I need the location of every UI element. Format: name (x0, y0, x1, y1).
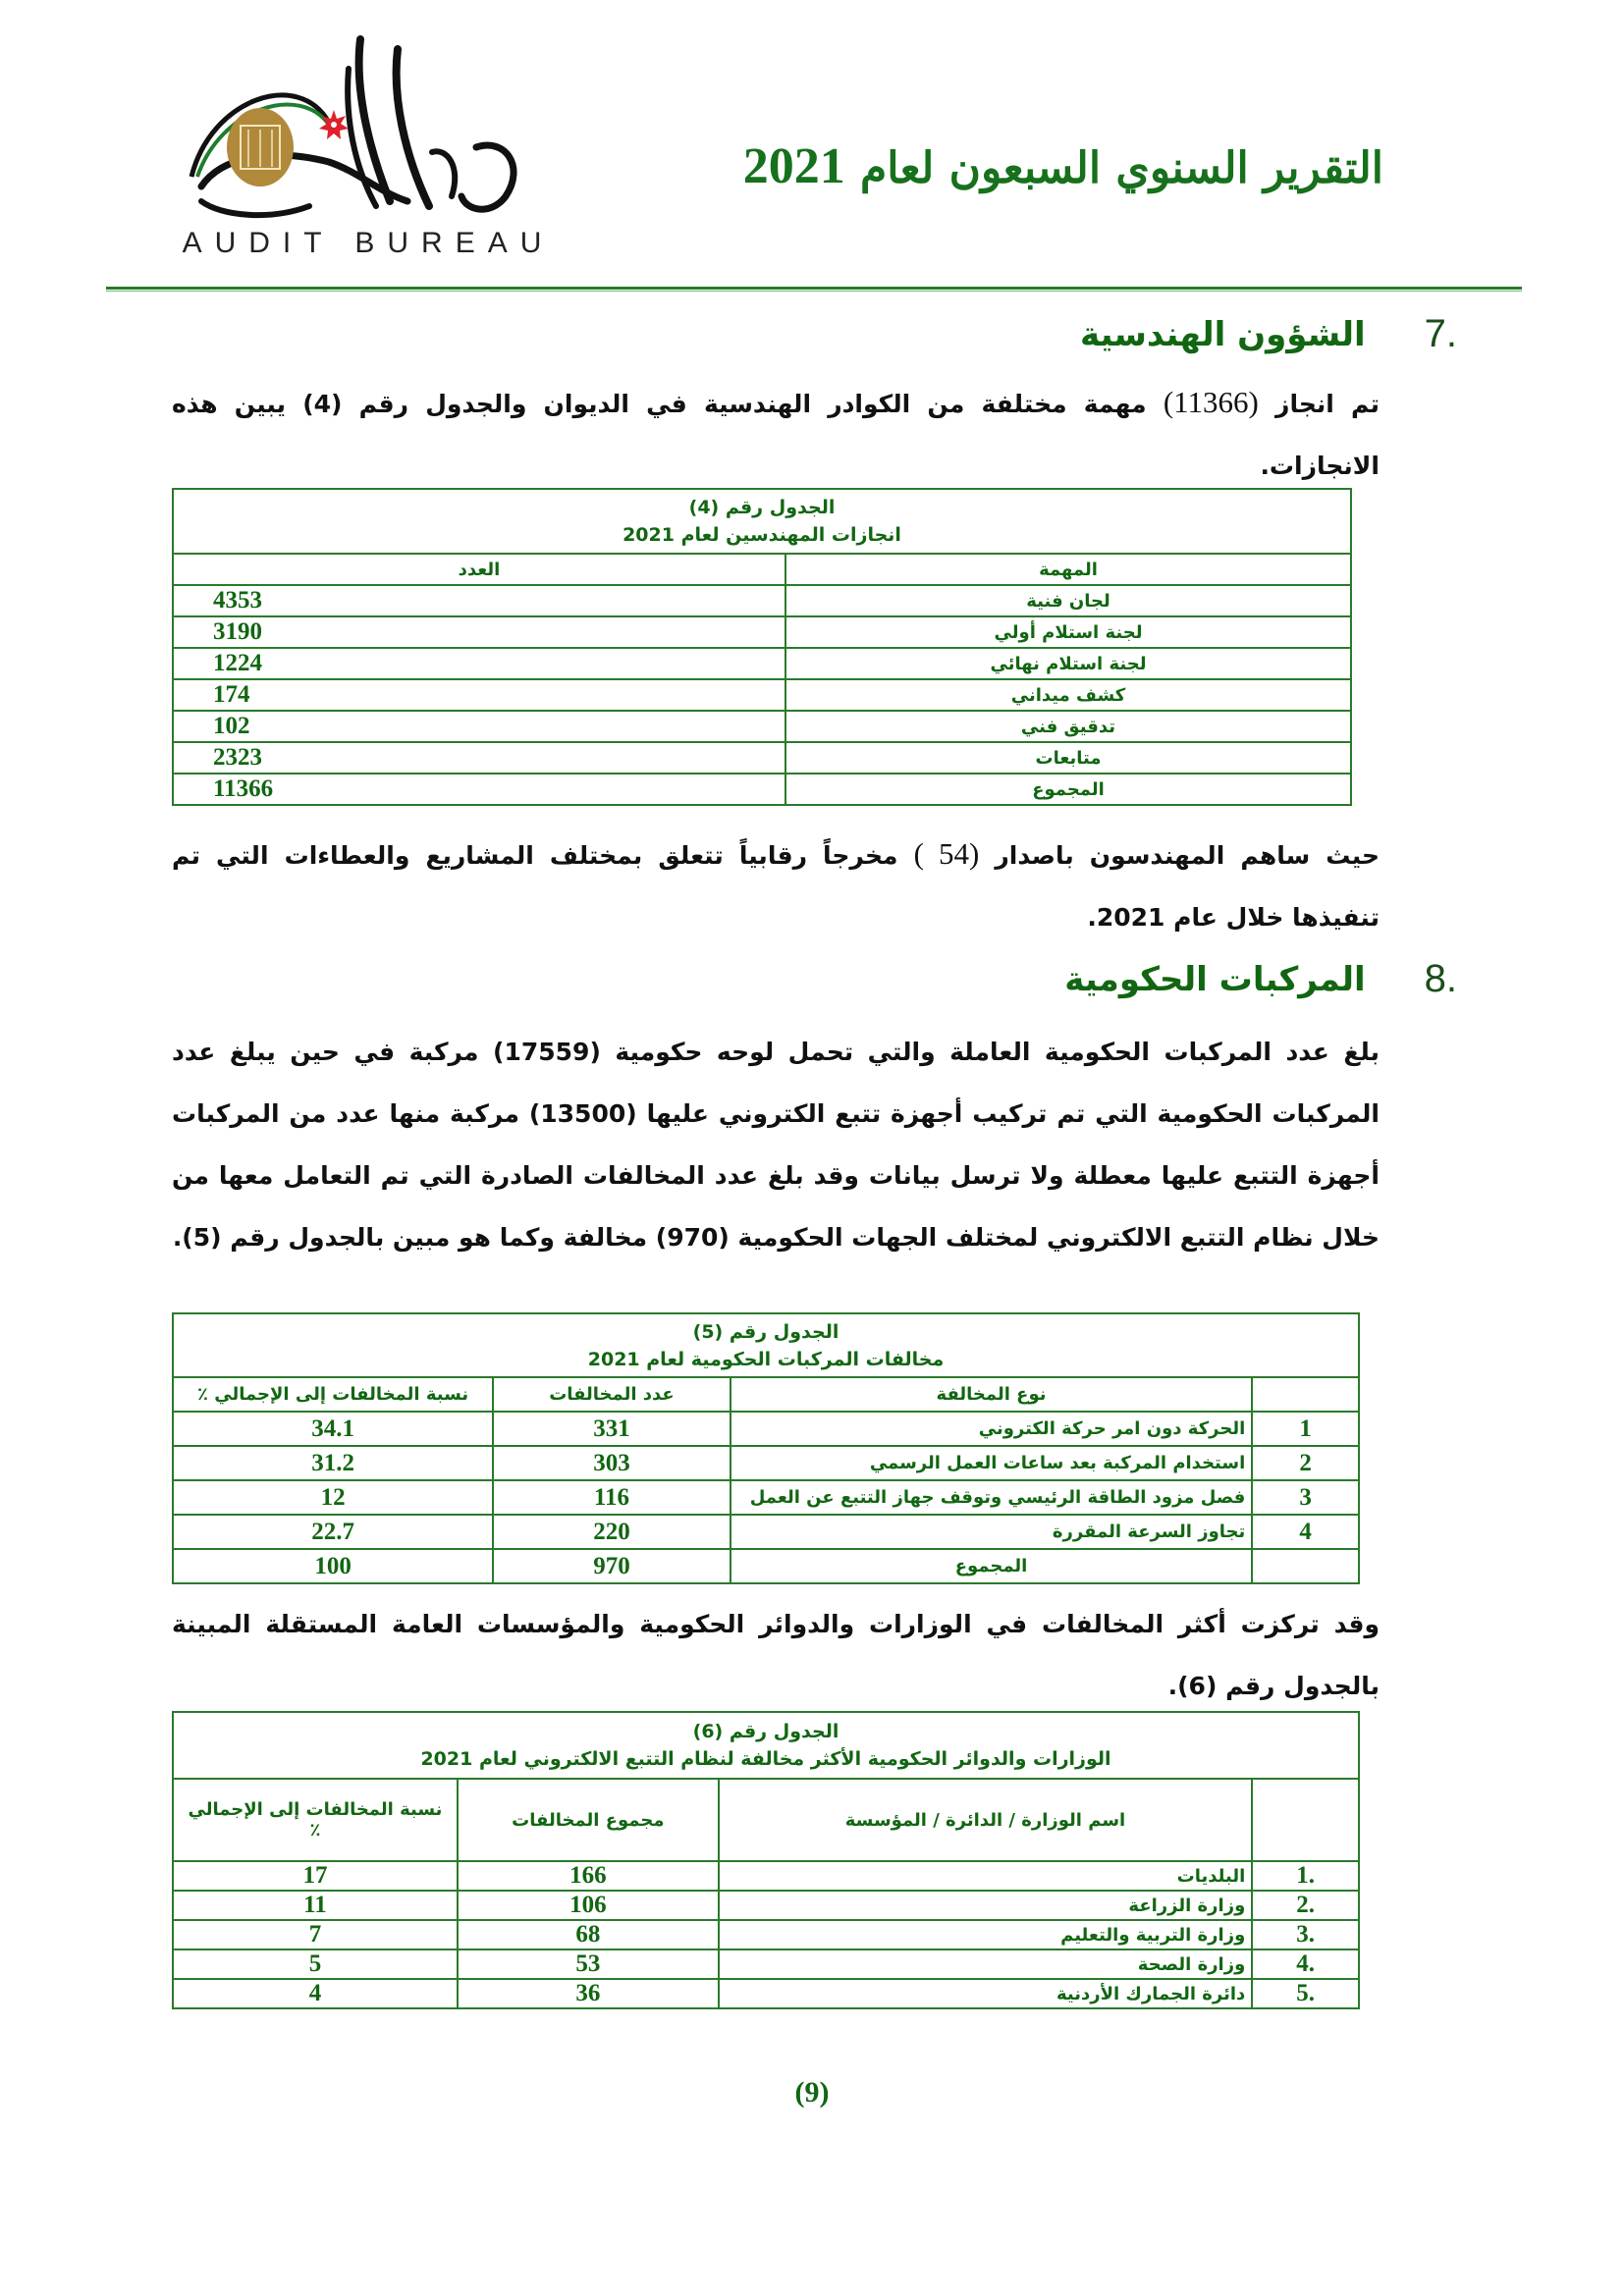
report-title-text: التقرير السنوي السبعون لعام (860, 143, 1383, 193)
table-caption (173, 489, 1351, 554)
task-cell: لجنة استلام نهائي (785, 648, 1351, 679)
paragraph-text: حيث ساهم المهندسون باصدار (995, 841, 1380, 870)
table-row (173, 1891, 1359, 1920)
row-number-cell: .4 (1252, 1949, 1359, 1979)
row-number-cell: 3 (1252, 1480, 1359, 1515)
count-cell: 2323 (173, 742, 785, 774)
table-caption-line1: الجدول رقم (6) (692, 1721, 839, 1742)
logo-english-text: AUDIT BUREAU (182, 227, 555, 259)
entity-name-cell: دائرة الجمارك الأردنية (719, 1979, 1253, 2008)
table-row (173, 679, 1351, 711)
section-number: .8 (1424, 957, 1457, 1000)
column-header-number (1252, 1377, 1359, 1412)
total-violations-cell: 53 (458, 1949, 719, 1979)
table-row (173, 648, 1351, 679)
table-row (173, 1979, 1359, 2008)
table-engineers-achievements (172, 488, 1352, 806)
total-violations-cell: 68 (458, 1920, 719, 1949)
table-row (173, 1446, 1359, 1480)
task-cell: متابعات (785, 742, 1351, 774)
count-cell: 3190 (173, 616, 785, 648)
row-number-cell: 2 (1252, 1446, 1359, 1480)
count-cell: 4353 (173, 585, 785, 616)
paragraph-text: تم انجاز (1275, 390, 1380, 418)
count-cell: 102 (173, 711, 785, 742)
header-divider-light (106, 291, 1522, 292)
table-row (173, 585, 1351, 616)
header-divider (106, 287, 1522, 290)
audit-bureau-logo (182, 29, 555, 260)
row-number-cell: .3 (1252, 1920, 1359, 1949)
violation-count-cell: 116 (493, 1480, 731, 1515)
row-number-cell: .1 (1252, 1861, 1359, 1891)
total-percent: 100 (173, 1549, 493, 1583)
task-cell: كشف ميداني (785, 679, 1351, 711)
logo-emblem-icon (182, 29, 555, 226)
entity-name-cell: وزارة الزراعة (719, 1891, 1253, 1920)
table-row (173, 1515, 1359, 1549)
count-cell: 174 (173, 679, 785, 711)
entity-name-cell: وزارة الصحة (719, 1949, 1253, 1979)
count-cell: 1224 (173, 648, 785, 679)
column-header-violation-percent: نسبة المخالفات إلى الإجمالي ٪ (173, 1377, 493, 1412)
table-caption-line2: مخالفات المركبات الحكومية لعام 2021 (587, 1348, 945, 1370)
table-row (173, 616, 1351, 648)
table-row (173, 742, 1351, 774)
section-title: الشؤون الهندسية (1079, 314, 1366, 354)
column-header-count: العدد (173, 554, 785, 585)
vehicles-paragraph: بلغ عدد المركبات الحكومية العاملة والتي تحمل لوحه حكومية (17559) مركبة في حين يبلغ عدد المركبات الحكومية التي تم تركيب أجهزة تتبع الكتروني عليها (13500) مركبة منها عدد من المركبات أجهزة التتبع عليها معطلة ولا ترسل بيانات وقد بلغ عدد المخالفات الصادرة التي تم التعامل معها من خلال نظام التتبع الالكتروني لمختلف الجهات الحكومية (970) مخالفة وكما هو مبين بالجدول رقم (5). (172, 1038, 1380, 1252)
table-caption-line1: الجدول رقم (5) (692, 1320, 839, 1343)
table-caption-line1: الجدول رقم (4) (688, 497, 836, 518)
table-vehicle-violations (172, 1312, 1360, 1584)
engineering-paragraph (172, 371, 1380, 497)
total-violations-cell: 36 (458, 1979, 719, 2008)
total-violations-cell: 166 (458, 1861, 719, 1891)
violation-count-cell: 220 (493, 1515, 731, 1549)
total-violations-cell: 106 (458, 1891, 719, 1920)
table-caption (173, 1313, 1359, 1377)
report-title (743, 137, 1383, 195)
task-cell: المجموع (785, 774, 1351, 805)
table-row (173, 1480, 1359, 1515)
page-number: (9) (794, 2076, 830, 2109)
violation-count-cell: 303 (493, 1446, 731, 1480)
total-number-cell (1252, 1549, 1359, 1583)
section-heading-vehicles (1064, 957, 1457, 1001)
violation-type-cell: تجاوز السرعة المقررة (731, 1515, 1253, 1549)
table-total-row (173, 774, 1351, 805)
violation-percent-cell: 34.1 (173, 1412, 493, 1446)
table-top-violating-entities (172, 1711, 1360, 2009)
task-cell: لجان فنية (785, 585, 1351, 616)
column-header-violation-count: عدد المخالفات (493, 1377, 731, 1412)
violation-type-cell: الحركة دون امر حركة الكتروني (731, 1412, 1253, 1446)
total-count: 970 (493, 1549, 731, 1583)
table-row (173, 1412, 1359, 1446)
count-cell: 11366 (173, 774, 785, 805)
violation-percent-cell: 4 (173, 1979, 458, 2008)
paragraph-number: (54 ) (913, 836, 980, 871)
violation-percent-cell: 5 (173, 1949, 458, 1979)
column-header-violation-type: نوع المخالفة (731, 1377, 1253, 1412)
row-number-cell: 4 (1252, 1515, 1359, 1549)
entity-name-cell: وزارة التربية والتعليم (719, 1920, 1253, 1949)
violation-percent-cell: 12 (173, 1480, 493, 1515)
violation-percent-cell: 11 (173, 1891, 458, 1920)
section-title: المركبات الحكومية (1064, 959, 1366, 999)
table-row (173, 1949, 1359, 1979)
row-number-cell: .5 (1252, 1979, 1359, 2008)
table-caption-line2: الوزارات والدوائر الحكومية الأكثر مخالفة لنظام التتبع الالكتروني لعام 2021 (420, 1748, 1111, 1770)
table-row (173, 1861, 1359, 1891)
entity-name-cell: البلديات (719, 1861, 1253, 1891)
task-cell: لجنة استلام أولي (785, 616, 1351, 648)
violation-count-cell: 331 (493, 1412, 731, 1446)
violation-percent-cell: 31.2 (173, 1446, 493, 1480)
violation-type-cell: فصل مزود الطاقة الرئيسي وتوقف جهاز التتبع عن العمل (731, 1480, 1253, 1515)
engineering-outputs-paragraph (172, 823, 1380, 948)
paragraph-text: مهمة مختلفة من الكوادر الهندسية في الديوان والجدول رقم (4) يبين هذه الانجازات. (172, 390, 1380, 480)
table-total-row (173, 1549, 1359, 1583)
table-row (173, 1920, 1359, 1949)
row-number-cell: .2 (1252, 1891, 1359, 1920)
violation-percent-cell: 7 (173, 1920, 458, 1949)
section-heading-engineering (1080, 312, 1457, 356)
table-row (173, 711, 1351, 742)
paragraph-number: (11366) (1163, 385, 1259, 419)
violation-percent-cell: 17 (173, 1861, 458, 1891)
total-label: المجموع (731, 1549, 1253, 1583)
violation-percent-cell: 22.7 (173, 1515, 493, 1549)
column-header-number (1252, 1779, 1359, 1861)
section-number: .7 (1424, 312, 1457, 355)
paragraph-text: مخرجاً رقابياً تتعلق بمختلف المشاريع والعطاءات التي تم تنفيذها خلال عام 2021. (172, 841, 1380, 932)
violations-concentration-paragraph: وقد تركزت أكثر المخالفات في الوزارات والدوائر الحكومية والمؤسسات العامة المستقلة المبينة بالجدول رقم (6). (172, 1610, 1380, 1700)
column-header-entity-name: اسم الوزارة / الدائرة / المؤسسة (719, 1779, 1253, 1861)
report-title-year: 2021 (742, 138, 845, 194)
task-cell: تدقيق فني (785, 711, 1351, 742)
table-caption-line2: انجازات المهندسين لعام 2021 (623, 524, 901, 546)
violation-type-cell: استخدام المركبة بعد ساعات العمل الرسمي (731, 1446, 1253, 1480)
row-number-cell: 1 (1252, 1412, 1359, 1446)
column-header-violation-percent: نسبة المخالفات إلى الإجمالي ٪ (173, 1779, 458, 1861)
column-header-task: المهمة (785, 554, 1351, 585)
column-header-total-violations: مجموع المخالفات (458, 1779, 719, 1861)
table-caption (173, 1712, 1359, 1779)
